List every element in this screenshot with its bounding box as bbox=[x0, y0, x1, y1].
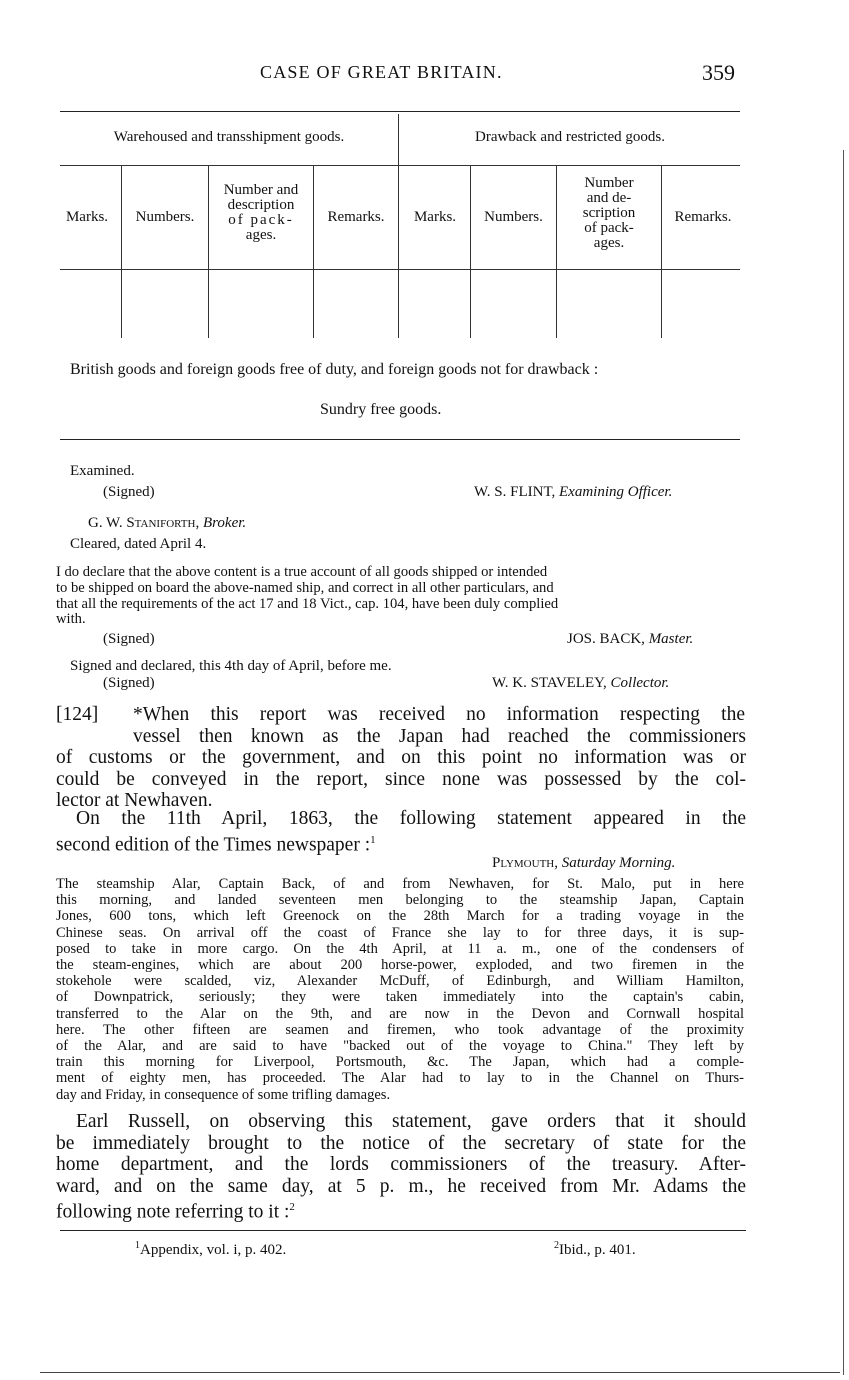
signed-label: (Signed) bbox=[103, 675, 155, 691]
footnote-text: Appendix, vol. i, p. 402. bbox=[140, 1242, 287, 1258]
paragraph-line: could be conveyed in the report, since none was possessed by the col- bbox=[56, 768, 746, 790]
paragraph-russell bbox=[56, 1111, 746, 1223]
col-divider bbox=[661, 166, 662, 338]
quote-line: of Downpatrick, seriously; they were taken immediately into the captain's cabin, bbox=[56, 989, 744, 1006]
footnote-1 bbox=[135, 1240, 286, 1259]
col-divider bbox=[121, 166, 122, 338]
declaration-line: that all the requirements of the act 17 and 18 Vict., cap. 104, have been duly complied bbox=[56, 595, 559, 612]
desc-line: ages. bbox=[593, 235, 625, 251]
paragraph-124 bbox=[56, 726, 746, 812]
broker-signature bbox=[88, 515, 246, 532]
declaration-line: to be shipped on board the above-named ship, and correct in all other particulars, and bbox=[56, 579, 554, 596]
column-header-remarks: Remarks. bbox=[327, 209, 385, 225]
column-header-description bbox=[209, 183, 313, 243]
quote-line: posed to take in more cargo. On the 4th April, at 11 a. m., one of the condensers of bbox=[56, 940, 744, 957]
paragraph-line: On the 11th April, 1863, the following statement appeared in the bbox=[76, 808, 746, 829]
paragraph-marker: [124] bbox=[56, 704, 99, 725]
signer-name: W. K. STAVELEY, bbox=[492, 675, 607, 691]
signed-declared-line: Signed and declared, this 4th day of April, before me. bbox=[70, 658, 392, 674]
page-number: 359 bbox=[702, 60, 735, 85]
paragraph-line: vessel then known as the Japan had reached the commissioners bbox=[133, 725, 746, 747]
right-group-heading: Drawback and restricted goods. bbox=[475, 129, 665, 145]
desc-line: Number and bbox=[223, 182, 299, 198]
dateline-place: Plymouth, bbox=[492, 855, 558, 871]
signer-name: G. W. Staniforth, bbox=[88, 515, 200, 531]
left-group-heading: Warehoused and transshipment goods. bbox=[113, 129, 345, 145]
desc-line: ages. bbox=[245, 227, 277, 243]
quote-line: of the Alar, and are said to have "backed out of the voyage to China." They left by bbox=[56, 1038, 744, 1055]
column-header-description bbox=[557, 176, 661, 251]
sundry-goods-line: Sundry free goods. bbox=[320, 401, 442, 418]
desc-line: and de- bbox=[586, 190, 632, 206]
desc-line: Number bbox=[584, 175, 634, 191]
signed-label: (Signed) bbox=[103, 631, 155, 647]
quote-line: the steam-engines, which are about 200 horse-power, exploded, and two firemen in the bbox=[56, 957, 744, 974]
paragraph-line-text: second edition of the Times newspaper : bbox=[56, 834, 371, 855]
paragraph-line: lector at Newhaven. bbox=[56, 790, 213, 811]
section-rule bbox=[60, 439, 740, 440]
british-goods-line: British goods and foreign goods free of duty, and foreign goods not for drawback : bbox=[70, 361, 599, 378]
paragraph-first-line: *When this report was received no information respecting the bbox=[133, 704, 745, 725]
declaration-line: with. bbox=[56, 611, 86, 628]
footnote-ref: 1 bbox=[370, 833, 376, 846]
running-title: CASE OF GREAT BRITAIN. bbox=[260, 62, 503, 82]
column-header-marks: Marks. bbox=[413, 209, 457, 225]
footnote-ref: 2 bbox=[289, 1201, 295, 1213]
desc-line: description bbox=[227, 197, 295, 213]
paragraph-line: of customs or the government, and on this point no information was or bbox=[56, 747, 746, 768]
quote-line: The steamship Alar, Captain Back, of and from Newhaven, for St. Malo, put in here bbox=[56, 876, 744, 892]
quote-line: Chinese seas. On arrival off the coast of France she lay to for three days, it is sup- bbox=[56, 924, 744, 941]
signer-title: Broker. bbox=[202, 515, 247, 531]
paragraph-line-text: following note referring to it : bbox=[56, 1201, 290, 1223]
signer-title: Collector. bbox=[610, 675, 670, 691]
footnote-mark: 2 bbox=[554, 1240, 559, 1251]
dateline-time: Saturday Morning. bbox=[561, 855, 676, 871]
signer-name: JOS. BACK, bbox=[567, 631, 645, 647]
declaration-line: I do declare that the above content is a true account of all goods shipped or intended bbox=[56, 564, 548, 580]
column-header-remarks: Remarks. bbox=[674, 209, 732, 225]
quote-line: Jones, 600 tons, which left Greenock on the 28th March for a trading voyage in the bbox=[56, 908, 744, 925]
paragraph-line: Earl Russell, on observing this statement, gave orders that it should bbox=[76, 1111, 746, 1132]
col-divider bbox=[313, 166, 314, 338]
quote-line: day and Friday, in consequence of some trifling damages. bbox=[56, 1086, 391, 1103]
signed-label: (Signed) bbox=[103, 484, 155, 500]
declaration bbox=[56, 565, 744, 628]
footnote-rule bbox=[60, 1230, 746, 1231]
paragraph-line: be immediately brought to the notice of the secretary of state for the bbox=[56, 1132, 746, 1154]
table-group-rule bbox=[60, 165, 740, 166]
col-divider bbox=[470, 166, 471, 338]
quote-line: ment of eighty men, has proceeded. The Alar had to lay to in the Channel on Thurs- bbox=[56, 1070, 744, 1087]
flint-signature bbox=[474, 484, 672, 501]
quote-line: train this morning for Liverpool, Portsmouth, &c. The Japan, which had a comple- bbox=[56, 1054, 744, 1071]
paragraph-line bbox=[56, 830, 746, 856]
paragraph-times bbox=[56, 808, 746, 856]
page-bottom-line bbox=[40, 1372, 840, 1373]
desc-line: of pack- bbox=[584, 220, 634, 236]
column-header-numbers: Numbers. bbox=[484, 209, 543, 225]
signer-name: W. S. FLINT, bbox=[474, 484, 556, 500]
quote-line: transferred to the Alar on the 9th, and are now in the Devon and Cornwall hospital bbox=[56, 1005, 744, 1022]
paragraph-line: home department, and the lords commissioners of the treasury. After- bbox=[56, 1154, 746, 1175]
desc-line: of pack- bbox=[228, 212, 294, 228]
signer-title: Master. bbox=[648, 631, 694, 647]
quote-line: this morning, and landed seventeen men belonging to the steamship Japan, Captain bbox=[56, 892, 744, 909]
cleared-line: Cleared, dated April 4. bbox=[70, 536, 207, 552]
column-header-numbers: Numbers. bbox=[135, 209, 195, 225]
examined-label: Examined. bbox=[70, 463, 135, 479]
back-signature bbox=[567, 631, 693, 648]
newspaper-quote bbox=[56, 876, 744, 1103]
paragraph-line: ward, and on the same day, at 5 p. m., he received from Mr. Adams the bbox=[56, 1175, 746, 1197]
signer-title: Examining Officer. bbox=[559, 484, 673, 500]
quote-line: stokehole were scalded, viz, Alexander McDuff, of Edinburgh, and William Hamilton, bbox=[56, 973, 744, 990]
footnote-text: Ibid., p. 401. bbox=[559, 1242, 636, 1258]
staveley-signature bbox=[492, 675, 669, 692]
dateline bbox=[492, 855, 675, 872]
paragraph-line bbox=[56, 1197, 746, 1223]
quote-line: here. The other fifteen are seamen and firemen, who took advantage of the proximity bbox=[56, 1021, 744, 1038]
desc-line: scription bbox=[582, 205, 636, 221]
goods-table bbox=[0, 0, 849, 360]
footnote-mark: 1 bbox=[135, 1240, 140, 1251]
page-edge-line bbox=[843, 150, 844, 1375]
table-header-rule bbox=[60, 269, 740, 270]
table-group-divider bbox=[398, 114, 399, 338]
column-header-marks: Marks. bbox=[65, 209, 109, 225]
footnote-2 bbox=[554, 1240, 636, 1259]
